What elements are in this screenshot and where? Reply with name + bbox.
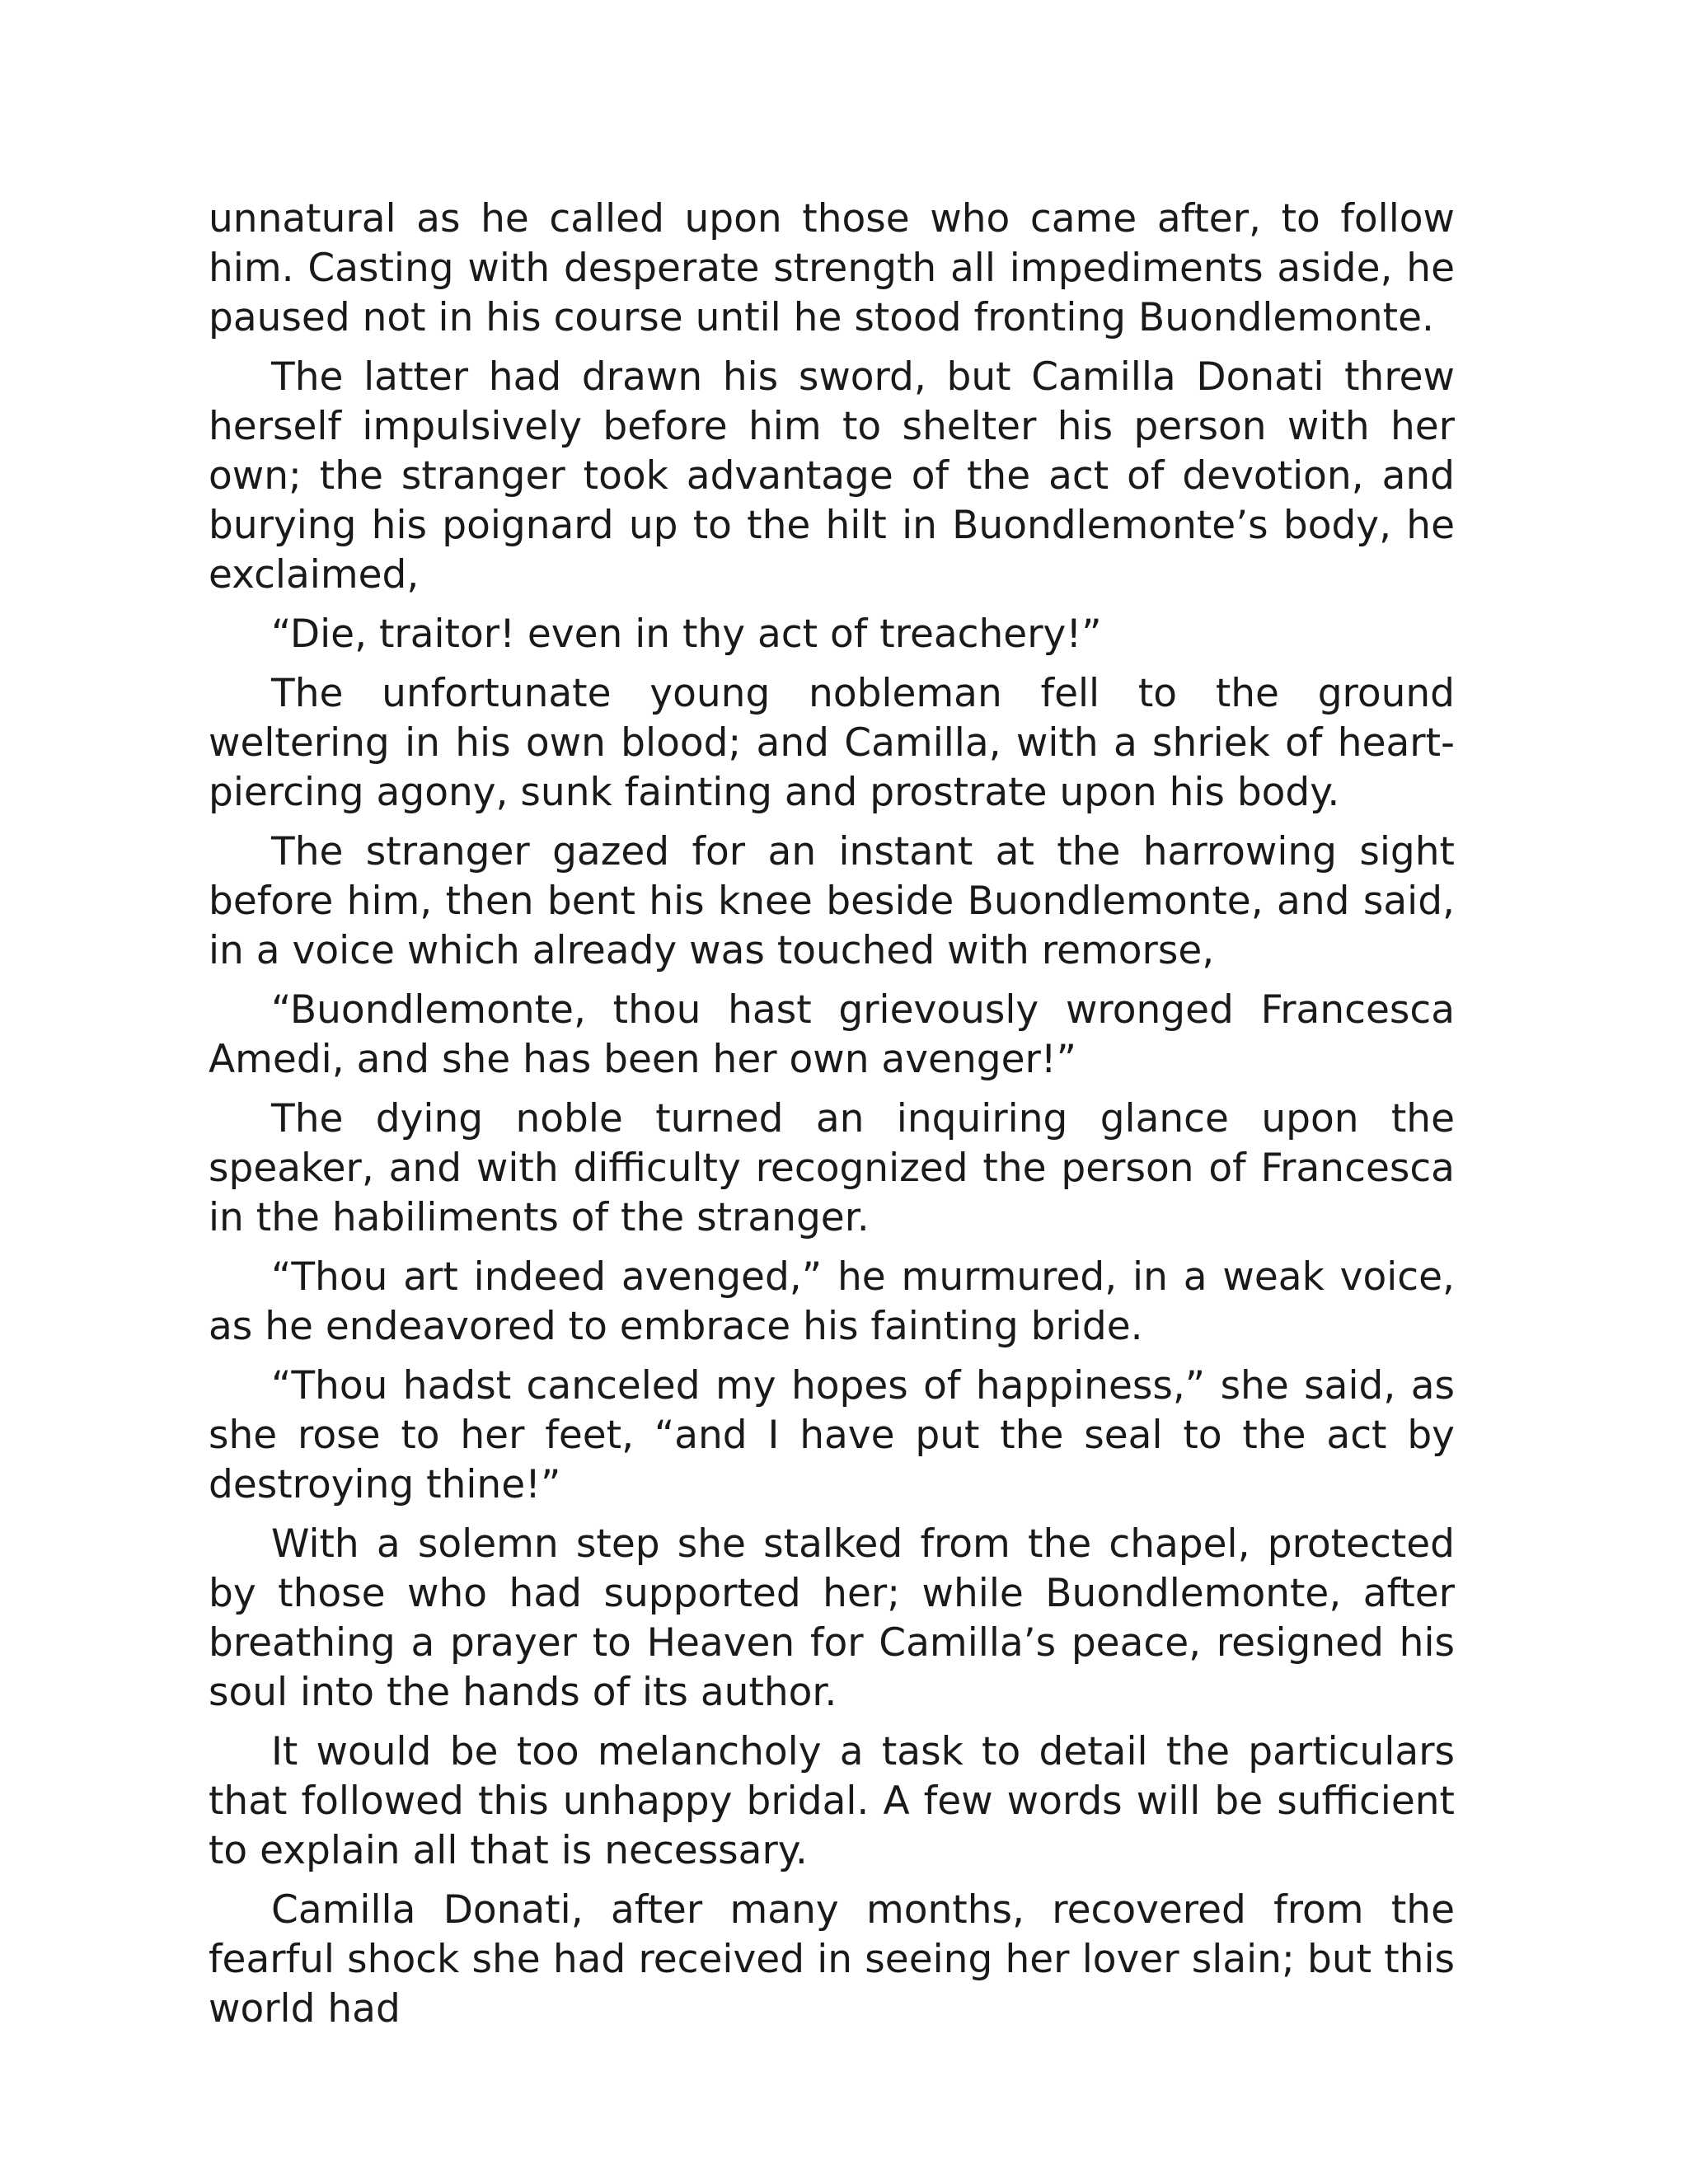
paragraph: “Thou art indeed avenged,” he murmured, in a weak voice, as he endeavored to embrace his fainting bride. [209,1254,1455,1349]
paragraph: It would be too melancholy a task to detail the particulars that followed this unhappy bridal. A few words will be sufficient to explain all that is necessary. [209,1729,1455,1873]
paragraph: “Buondlemonte, thou hast grievously wronged Francesca Amedi, and she has been her own avenger!” [209,987,1455,1082]
paragraph: unnatural as he called upon those who came after, to follow him. Casting with desperate strength all impediments aside, he paused not in his course until he stood fronting Buondlemonte. [209,196,1455,340]
paragraph: “Thou hadst canceled my hopes of happiness,” she said, as she rose to her feet, “and I have put the seal to the act by destroying thine!” [209,1363,1455,1507]
paragraph: The stranger gazed for an instant at the harrowing sight before him, then bent his knee beside Buondlemonte, and said, in a voice which already was touched with remorse, [209,829,1455,973]
paragraph: “Die, traitor! even in thy act of treachery!” [271,612,1102,657]
paragraph: With a solemn step she stalked from the chapel, protected by those who had supported her; while Buondlemonte, after breathing a prayer to Heaven for Camilla’s peace, resigned his soul into the hands of its author. [209,1521,1455,1715]
paragraph: The unfortunate young nobleman fell to the ground weltering in his own blood; and Camilla, with a shriek of heart-piercing agony, sunk fainting and prostrate upon his body. [209,671,1455,815]
page-body-text [209,194,1455,2044]
paragraph: The dying noble turned an inquiring glance upon the speaker, and with difficulty recognized the person of Francesca in the habiliments of the stranger. [209,1096,1455,1240]
paragraph: The latter had drawn his sword, but Camilla Donati threw herself impulsively before him to shelter his person with her own; the stranger took advantage of the act of devotion, and burying his poignard up to the hilt in Buondlemonte’s body, he exclaimed, [209,354,1455,598]
paragraph: Camilla Donati, after many months, recovered from the fearful shock she had received in seeing her lover slain; but this world had [209,1887,1455,2032]
